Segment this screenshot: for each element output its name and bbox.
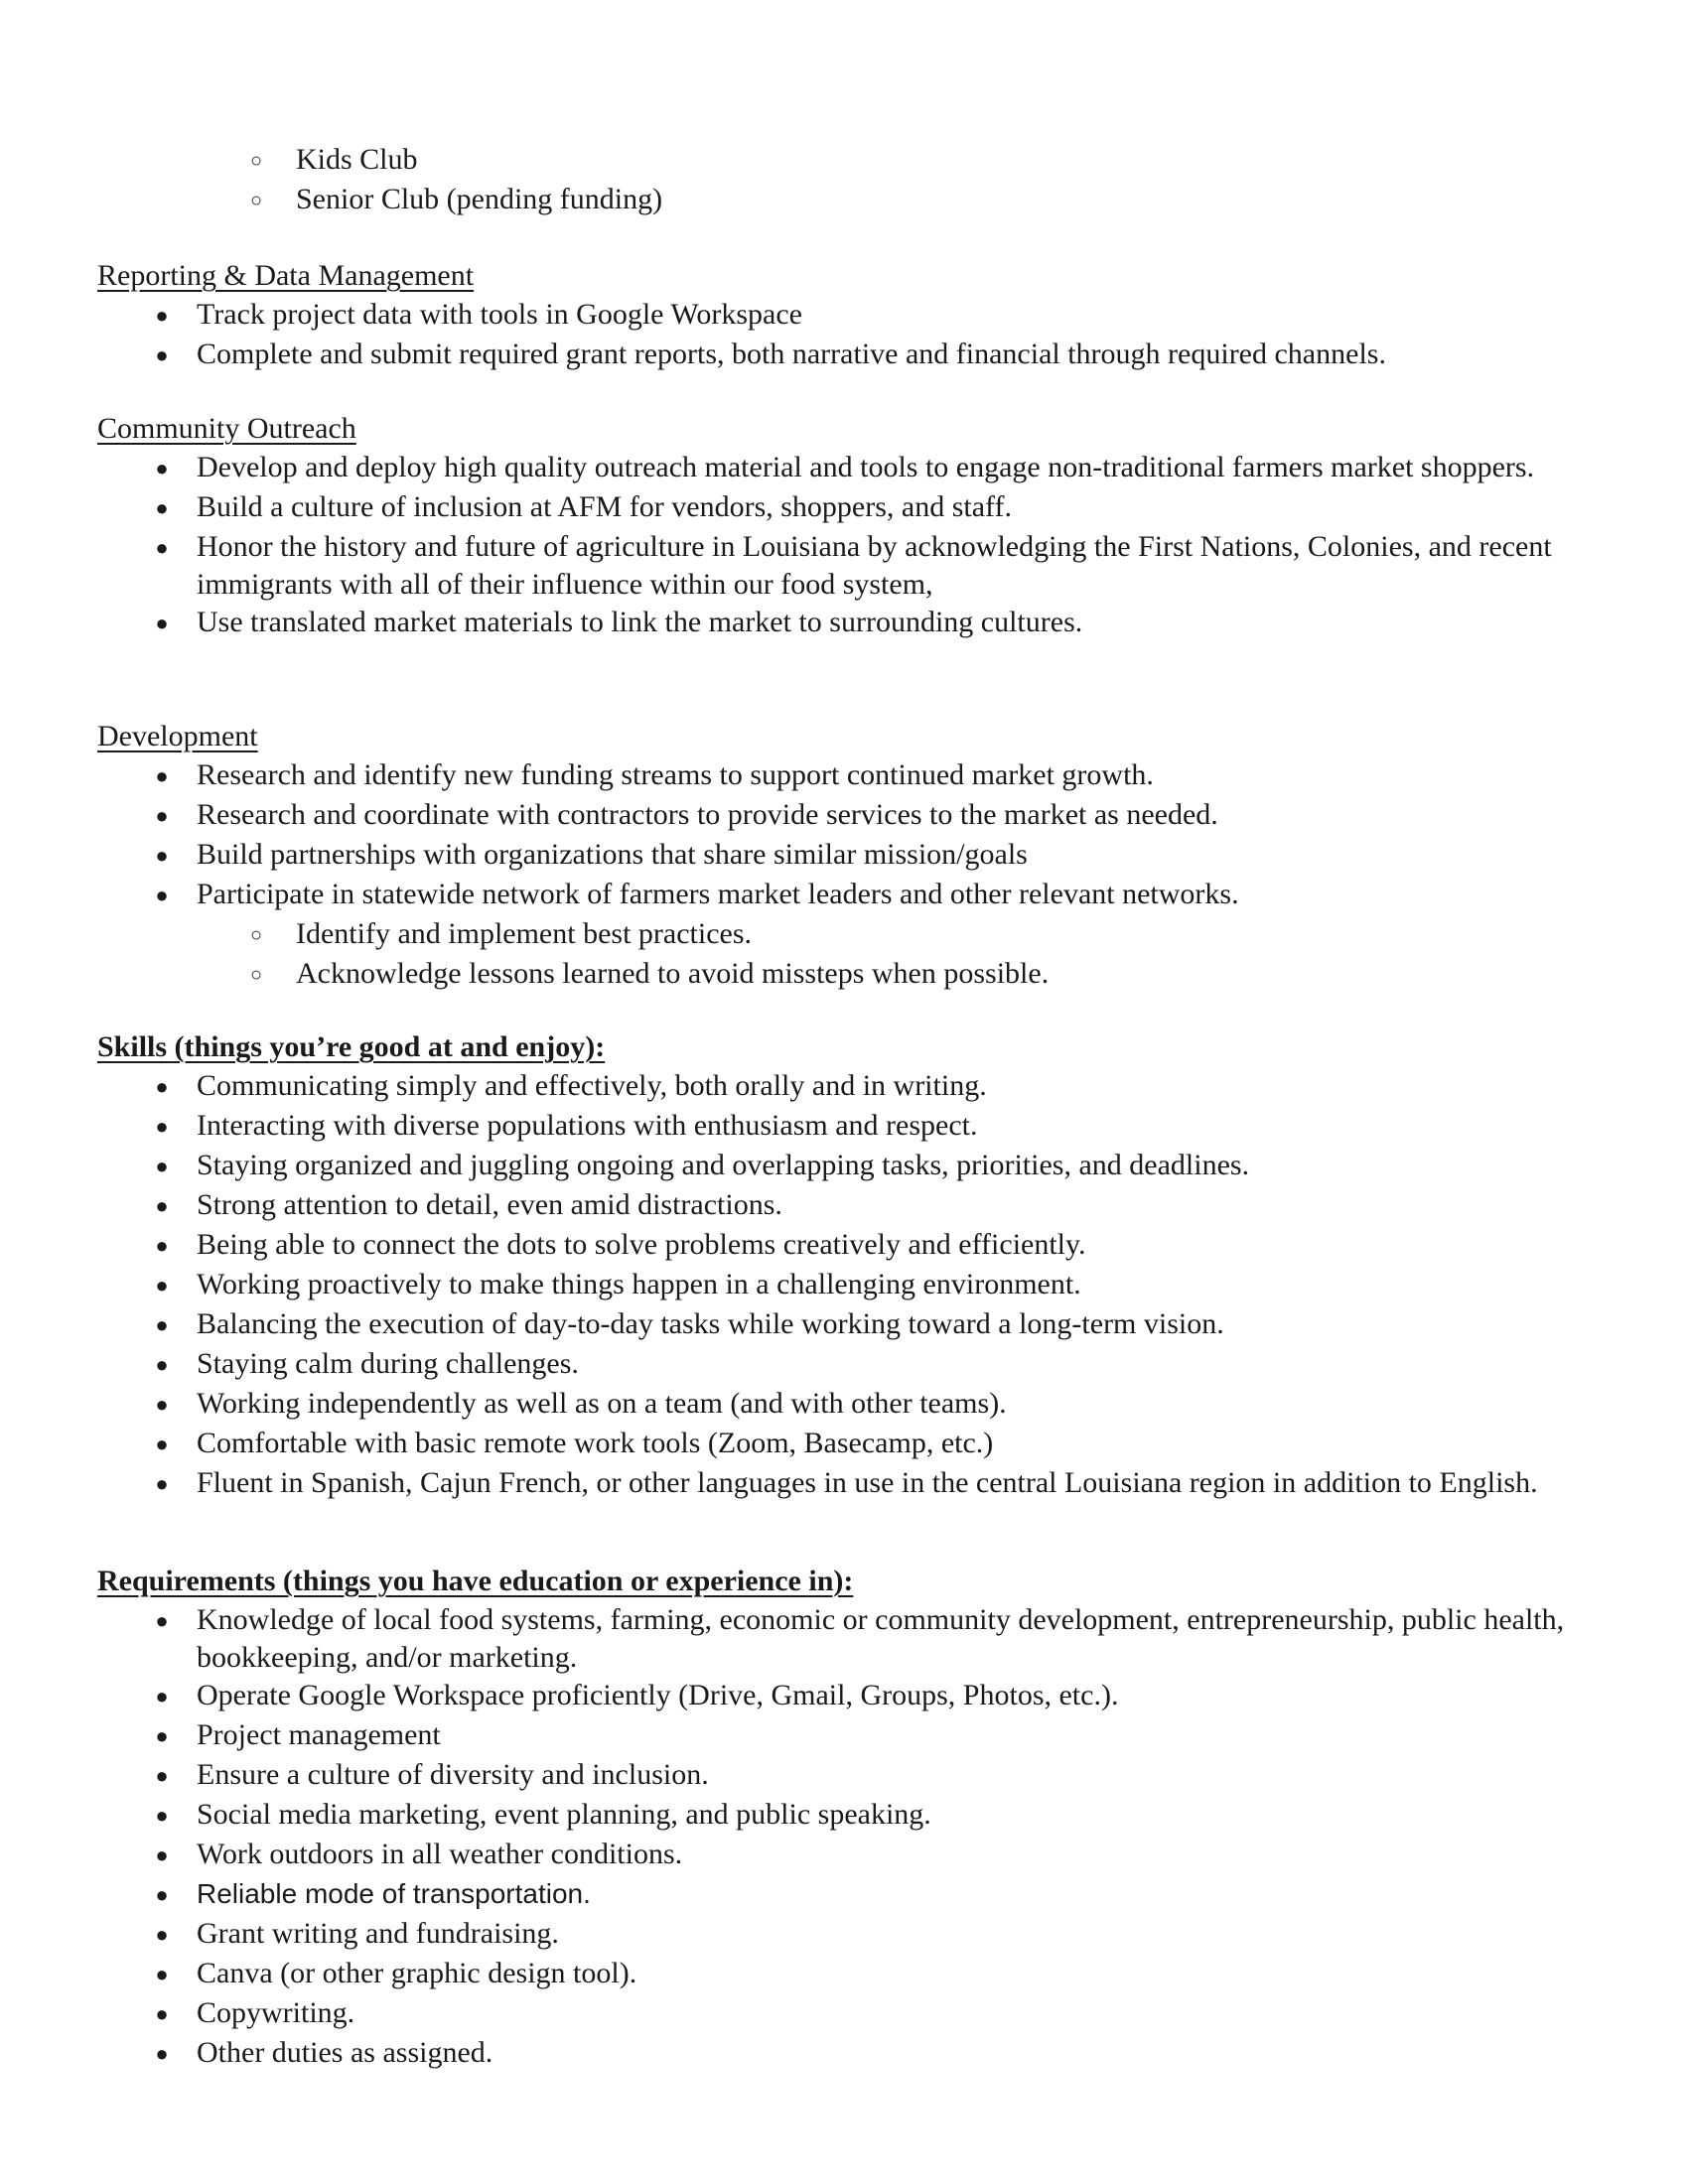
- list-item: ● Being able to connect the dots to solve problems creatively and efficiently.: [97, 1226, 1607, 1266]
- sub-list-item: ○ Senior Club (pending funding): [97, 181, 1607, 220]
- reporting-heading: Reporting & Data Management: [97, 259, 475, 292]
- disc-bullet-icon: ●: [155, 1432, 169, 1456]
- list-item: ● Communicating simply and effectively, both orally and in writing.: [97, 1067, 1607, 1107]
- sub-list-item: ○ Acknowledge lessons learned to avoid missteps when possible.: [97, 955, 1607, 995]
- list-item: ● Participate in statewide network of farmers market leaders and other relevant networks.: [97, 876, 1607, 915]
- list-item: ● Canva (or other graphic design tool).: [97, 1955, 1607, 1994]
- disc-bullet-icon: ●: [155, 2001, 169, 2026]
- development-section: [97, 717, 1607, 995]
- list-item: ● Research and coordinate with contractors to provide services to the market as needed.: [97, 796, 1607, 836]
- sub-list-item: ○ Identify and implement best practices.: [97, 915, 1607, 955]
- list-item: ● Other duties as assigned.: [97, 2034, 1607, 2074]
- circle-bullet-icon: ○: [249, 150, 263, 172]
- continued-list: [97, 141, 1607, 220]
- sub-list-item: ○ Kids Club: [97, 141, 1607, 181]
- disc-bullet-icon: ●: [155, 763, 169, 788]
- disc-bullet-icon: ●: [155, 1154, 169, 1178]
- list-item: ● Copywriting.: [97, 1994, 1607, 2034]
- disc-bullet-icon: ●: [155, 1074, 169, 1099]
- disc-bullet-icon: ●: [155, 1193, 169, 1218]
- list-item: ● Complete and submit required grant reports, both narrative and financial through required channels.: [97, 336, 1607, 375]
- list-item: ● Research and identify new funding streams to support continued market growth.: [97, 756, 1607, 796]
- outreach-heading: Community Outreach: [97, 412, 356, 445]
- disc-bullet-icon: ●: [155, 1312, 169, 1337]
- disc-bullet-icon: ●: [155, 1803, 169, 1828]
- disc-bullet-icon: ●: [155, 2041, 169, 2066]
- disc-bullet-icon: ●: [155, 1273, 169, 1297]
- disc-bullet-icon: ●: [155, 1392, 169, 1417]
- requirements-section: [97, 1562, 1607, 2074]
- disc-bullet-icon: ●: [155, 611, 169, 635]
- circle-bullet-icon: ○: [249, 924, 263, 946]
- outreach-section: [97, 409, 1607, 643]
- disc-bullet-icon: ●: [155, 1882, 169, 1907]
- development-heading: Development: [97, 720, 258, 752]
- disc-bullet-icon: ●: [155, 1763, 169, 1788]
- list-item: ● Fluent in Spanish, Cajun French, or other languages in use in the central Louisiana region in addition to English.: [97, 1464, 1607, 1504]
- list-item: ● Knowledge of local food systems, farming, economic or community development, entrepreneurship, public health, bookkeeping, and/or marketing.: [97, 1601, 1607, 1677]
- list-item: ● Use translated market materials to link the market to surrounding cultures.: [97, 604, 1607, 643]
- disc-bullet-icon: ●: [155, 1608, 169, 1633]
- disc-bullet-icon: ●: [155, 1962, 169, 1986]
- list-item: ● Comfortable with basic remote work tools (Zoom, Basecamp, etc.): [97, 1425, 1607, 1464]
- circle-bullet-icon: ○: [249, 964, 263, 986]
- disc-bullet-icon: ●: [155, 495, 169, 520]
- disc-bullet-icon: ●: [155, 803, 169, 828]
- list-item: ● Social media marketing, event planning, and public speaking.: [97, 1796, 1607, 1836]
- disc-bullet-icon: ●: [155, 1352, 169, 1377]
- requirements-heading: Requirements (things you have education or experience in):: [97, 1565, 854, 1597]
- disc-bullet-icon: ●: [155, 1684, 169, 1708]
- skills-heading: Skills (things you’re good at and enjoy):: [97, 1030, 606, 1063]
- disc-bullet-icon: ●: [155, 883, 169, 907]
- disc-bullet-icon: ●: [155, 1843, 169, 1867]
- list-item: ● Develop and deploy high quality outreach material and tools to engage non-traditional farmers market shoppers.: [97, 449, 1607, 488]
- disc-bullet-icon: ●: [155, 303, 169, 328]
- list-item: ● Grant writing and fundraising.: [97, 1915, 1607, 1955]
- disc-bullet-icon: ●: [155, 456, 169, 480]
- reporting-section: [97, 256, 1607, 375]
- list-item: ● Track project data with tools in Google Workspace: [97, 296, 1607, 336]
- disc-bullet-icon: ●: [155, 1723, 169, 1748]
- list-item: ● Staying calm during challenges.: [97, 1345, 1607, 1385]
- list-item: ● Ensure a culture of diversity and inclusion.: [97, 1756, 1607, 1796]
- list-item: ● Work outdoors in all weather conditions.: [97, 1836, 1607, 1875]
- list-item: ● Staying organized and juggling ongoing and overlapping tasks, priorities, and deadlines.: [97, 1147, 1607, 1186]
- list-item: ● Working proactively to make things happen in a challenging environment.: [97, 1266, 1607, 1305]
- list-item: ● Working independently as well as on a team (and with other teams).: [97, 1385, 1607, 1425]
- list-item: ● Build partnerships with organizations that share similar mission/goals: [97, 836, 1607, 876]
- disc-bullet-icon: ●: [155, 1922, 169, 1947]
- list-item: ● Reliable mode of transportation.: [97, 1875, 1607, 1915]
- list-item: ● Honor the history and future of agriculture in Louisiana by acknowledging the First Nations, Colonies, and recent immigrants with all of their influence within our food system,: [97, 528, 1607, 604]
- list-item: ● Balancing the execution of day-to-day tasks while working toward a long-term vision.: [97, 1305, 1607, 1345]
- list-item: ● Build a culture of inclusion at AFM for vendors, shoppers, and staff.: [97, 488, 1607, 528]
- disc-bullet-icon: ●: [155, 1471, 169, 1496]
- disc-bullet-icon: ●: [155, 1114, 169, 1139]
- disc-bullet-icon: ●: [155, 843, 169, 868]
- list-item: ● Strong attention to detail, even amid distractions.: [97, 1186, 1607, 1226]
- circle-bullet-icon: ○: [249, 190, 263, 211]
- list-item: ● Project management: [97, 1716, 1607, 1756]
- skills-section: [97, 1027, 1607, 1504]
- disc-bullet-icon: ●: [155, 535, 169, 560]
- list-item: ● Operate Google Workspace proficiently (Drive, Gmail, Groups, Photos, etc.).: [97, 1677, 1607, 1716]
- disc-bullet-icon: ●: [155, 342, 169, 367]
- list-item: ● Interacting with diverse populations with enthusiasm and respect.: [97, 1107, 1607, 1147]
- disc-bullet-icon: ●: [155, 1233, 169, 1258]
